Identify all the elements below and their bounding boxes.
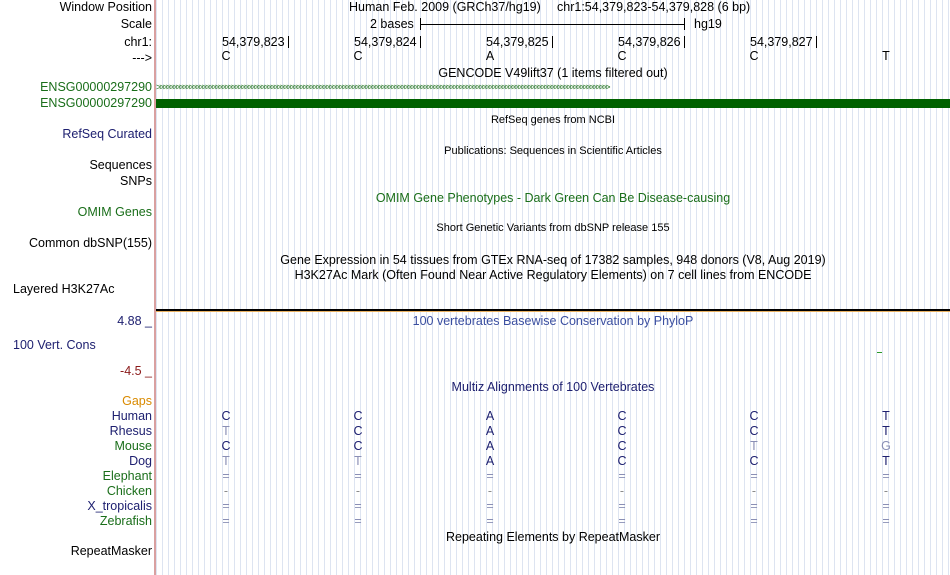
species-label[interactable]: Zebrafish <box>99 514 152 528</box>
scale-bar-right-end <box>684 18 685 30</box>
scale-bar <box>420 24 685 25</box>
omim-track-label[interactable]: OMIM Genes <box>77 205 152 219</box>
alignment-base: A <box>485 409 495 423</box>
reference-base: C <box>221 49 231 63</box>
phylop-max-label: 4.88 _ <box>117 314 152 328</box>
alignment-base: = <box>222 469 230 483</box>
alignment-base: C <box>617 439 627 453</box>
alignment-base: = <box>486 514 494 528</box>
alignment-base: = <box>486 469 494 483</box>
species-label[interactable]: Rhesus <box>109 424 152 438</box>
publications-track-title: Publications: Sequences in Scientific Articles <box>444 145 662 157</box>
window-position-label: Window Position <box>59 0 152 14</box>
alignment-base: T <box>882 409 890 423</box>
dbsnp-track-title: Short Genetic Variants from dbSNP release 155 <box>436 222 670 234</box>
ruler-position-label: 54,379,824 <box>354 35 417 49</box>
alignment-base: = <box>882 469 890 483</box>
alignment-base: = <box>882 499 890 513</box>
alignment-base: T <box>222 454 230 468</box>
alignment-base: C <box>221 439 231 453</box>
refseq-track-title: RefSeq genes from NCBI <box>490 114 616 126</box>
alignment-base: = <box>354 514 362 528</box>
ruler-tick <box>816 36 817 48</box>
alignment-base: = <box>750 514 758 528</box>
ruler-position-label: 54,379,823 <box>222 35 285 49</box>
alignment-base: = <box>750 469 758 483</box>
alignment-base: C <box>353 409 363 423</box>
h3k27ac-track-title: H3K27Ac Mark (Often Found Near Active Regulatory Elements) on 7 cell lines from ENCODE <box>294 268 812 282</box>
alignment-base: = <box>750 499 758 513</box>
alignment-base: = <box>618 469 626 483</box>
reference-base: C <box>353 49 363 63</box>
ruler-tick <box>684 36 685 48</box>
phylop-score-mark <box>877 352 882 353</box>
phylop-track-title: 100 vertebrates Basewise Conservation by PhyloP <box>412 314 694 328</box>
position-readout: chr1:54,379,823-54,379,828 (6 bp) <box>557 0 751 14</box>
phylop-min-label: -4.5 _ <box>120 364 152 378</box>
alignment-base: T <box>882 424 890 438</box>
gaps-label: Gaps <box>122 394 152 408</box>
assembly-title: Human Feb. 2009 (GRCh37/hg19) <box>349 0 541 14</box>
alignment-base: A <box>485 439 495 453</box>
reference-base: C <box>749 49 759 63</box>
h3k27ac-track-label[interactable]: Layered H3K27Ac <box>13 282 115 296</box>
alignment-base: T <box>750 439 758 453</box>
alignment-base: T <box>222 424 230 438</box>
scale-db-label: hg19 <box>694 17 722 31</box>
ruler-tick <box>552 36 553 48</box>
species-label[interactable]: Dog <box>129 454 152 468</box>
alignment-base: C <box>617 409 627 423</box>
dbsnp-track-label[interactable]: Common dbSNP(155) <box>29 236 152 250</box>
alignment-base: C <box>749 409 759 423</box>
ruler-position-label: 54,379,826 <box>618 35 681 49</box>
reference-base: T <box>882 49 890 63</box>
alignment-base: A <box>485 454 495 468</box>
track-label-column <box>0 0 154 575</box>
refseq-track-label[interactable]: RefSeq Curated <box>62 127 152 141</box>
alignment-base: C <box>749 454 759 468</box>
alignment-base: - <box>223 484 229 498</box>
alignment-base: = <box>354 469 362 483</box>
alignment-base: = <box>222 499 230 513</box>
alignment-base: - <box>751 484 757 498</box>
scale-text: 2 bases <box>370 17 414 31</box>
phylop-track-label[interactable]: 100 Vert. Cons <box>13 338 96 352</box>
reference-base: A <box>485 49 495 63</box>
h3k27ac-signal-line <box>156 311 950 312</box>
repeatmasker-track-label[interactable]: RepeatMasker <box>70 544 152 558</box>
gencode-track-title: GENCODE V49lift37 (1 items filtered out) <box>438 66 668 80</box>
snps-track-label[interactable]: SNPs <box>120 174 152 188</box>
alignment-base: C <box>353 439 363 453</box>
alignment-base: C <box>749 424 759 438</box>
species-label[interactable]: X_tropicalis <box>87 499 152 513</box>
alignment-base: C <box>353 424 363 438</box>
alignment-base: C <box>617 424 627 438</box>
alignment-base: = <box>222 514 230 528</box>
multiz-track-title: Multiz Alignments of 100 Vertebrates <box>451 380 655 394</box>
alignment-base: - <box>355 484 361 498</box>
alignment-base: T <box>354 454 362 468</box>
strand-direction-label[interactable]: ---> <box>132 51 152 65</box>
alignment-base: A <box>485 424 495 438</box>
alignment-base: C <box>221 409 231 423</box>
chrom-label[interactable]: chr1: <box>124 35 152 49</box>
alignment-base: - <box>619 484 625 498</box>
alignment-base: = <box>618 514 626 528</box>
species-label[interactable]: Elephant <box>102 469 152 483</box>
omim-track-title: OMIM Gene Phenotypes - Dark Green Can Be Disease-causing <box>375 191 731 205</box>
ruler-tick <box>288 36 289 48</box>
gencode-item-label-1[interactable]: ENSG00000297290 <box>40 80 152 94</box>
reference-base: C <box>617 49 627 63</box>
ruler-position-label: 54,379,827 <box>750 35 813 49</box>
alignment-base: = <box>618 499 626 513</box>
gtex-track-title: Gene Expression in 54 tissues from GTEx RNA-seq of 17382 samples, 948 donors (V8, Aug 2019) <box>280 253 826 267</box>
species-label[interactable]: Mouse <box>114 439 152 453</box>
species-label[interactable]: Chicken <box>106 484 152 498</box>
sequences-track-label[interactable]: Sequences <box>89 158 152 172</box>
gencode-transcript-2[interactable] <box>156 99 950 108</box>
alignment-base: T <box>882 454 890 468</box>
gencode-transcript-1[interactable]: >>>>>>>>>>>>>>>>>>>>>>>>>>>>>>>>>>>>>>>>>>>>>>>>>>>>>>>>>>>>>>>>>>>>>>>>>>>>>>>>>>>>>>>>>>>>>>>>>>>>>>>>>>>>>>>>>>>>>>>>>>>>>>>>>>>>>>>>>>> <box>156 83 609 92</box>
species-label[interactable]: Human <box>111 409 152 423</box>
alignment-base: G <box>881 439 891 453</box>
track-data-area[interactable] <box>156 0 950 575</box>
repeatmasker-track-title: Repeating Elements by RepeatMasker <box>445 530 660 544</box>
ruler-tick <box>420 36 421 48</box>
gencode-item-label-2[interactable]: ENSG00000297290 <box>40 96 152 110</box>
alignment-base: = <box>882 514 890 528</box>
scale-label: Scale <box>120 17 152 31</box>
alignment-base: - <box>487 484 493 498</box>
ruler-position-label: 54,379,825 <box>486 35 549 49</box>
alignment-base: C <box>617 454 627 468</box>
alignment-base: - <box>883 484 889 498</box>
alignment-base: = <box>354 499 362 513</box>
alignment-base: = <box>486 499 494 513</box>
